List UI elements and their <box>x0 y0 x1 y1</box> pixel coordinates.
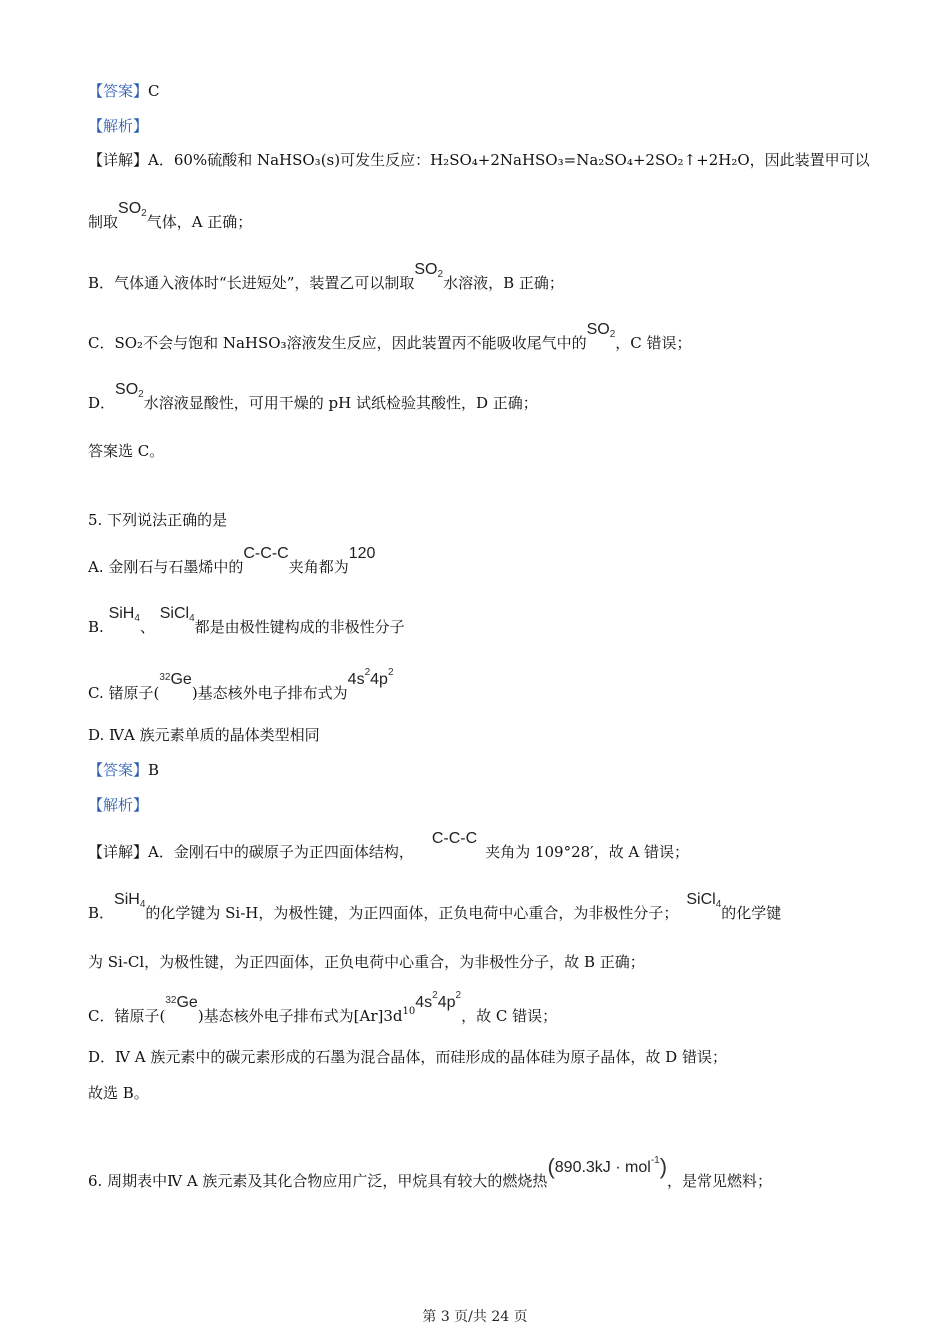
sicl4-formula <box>160 604 195 622</box>
text: ，C 错误； <box>615 334 692 352</box>
detail-tag: 【详解】 <box>88 151 149 169</box>
so2-formula <box>118 199 147 217</box>
formula-sub: 4 <box>189 613 195 624</box>
page-footer: 第 3 页/共 24 页 <box>422 1309 528 1325</box>
q4-detail-b <box>88 261 564 299</box>
q4-detail-c <box>88 321 692 359</box>
formula-text: SO <box>118 200 142 217</box>
mass-number: 32 <box>159 672 171 683</box>
q5-option-c <box>88 667 394 704</box>
formula-sup: 2 <box>364 667 371 678</box>
formula-text: 120 <box>348 545 376 562</box>
text: )基态核外电子排布式为 <box>191 684 348 702</box>
separator: 、 <box>139 618 155 636</box>
sicl4-formula <box>686 890 721 908</box>
formula-sup: -1 <box>650 1155 660 1166</box>
text: B． <box>88 904 115 922</box>
answer-value: B <box>148 761 160 779</box>
text: 6. 周期表中Ⅳ A 族元素及其化合物应用广泛，甲烷具有较大的燃烧热 <box>88 1172 548 1190</box>
q5-stem: 5. 下列说法正确的是 <box>88 511 228 529</box>
config-formula <box>347 667 394 688</box>
text: 的化学键为 Si-H，为极性键，为正四面体，正负电荷中心重合，为非极性分子； <box>145 904 679 922</box>
q5-conclusion: 故选 B。 <box>88 1084 149 1102</box>
detail-tag: 【详解】 <box>88 843 149 861</box>
formula-sub: 2 <box>141 208 147 219</box>
formula-text: 4p <box>370 671 388 688</box>
text: B. <box>88 618 104 636</box>
paren: ) <box>659 1154 668 1179</box>
config-formula <box>415 990 462 1011</box>
formula-text: SO <box>115 381 139 398</box>
formula-text: SO <box>414 261 438 278</box>
q4-detail-d <box>88 381 538 419</box>
q5-option-a <box>88 545 376 578</box>
ccc-formula <box>432 829 477 847</box>
text: B．气体通入液体时“长进短处”，装置乙可以制取 <box>88 274 415 292</box>
text: C．锗原子( <box>88 1007 166 1025</box>
answer-value: C <box>148 82 160 100</box>
ge-formula <box>165 993 197 1011</box>
text: A. 金刚石与石墨烯中的 <box>88 558 244 576</box>
q4-detail-a <box>88 150 870 170</box>
text: ，故 C 错误； <box>461 1007 558 1025</box>
q5-detail-b <box>88 891 782 929</box>
text: 气体，A 正确； <box>146 213 253 231</box>
paren: ( <box>547 1154 555 1179</box>
text: D． <box>88 394 116 412</box>
formula-text: C-C-C <box>243 545 289 562</box>
text: C. 锗原子( <box>88 684 160 702</box>
text: 制取 <box>88 213 119 231</box>
formula-sub: 4 <box>715 899 722 910</box>
q5-option-b <box>88 605 405 643</box>
formula-text: Ge <box>170 671 192 688</box>
q5-detail-c <box>88 990 558 1027</box>
text: 都是由极性键构成的非极性分子 <box>194 618 405 636</box>
formula-sub: 4 <box>134 613 140 624</box>
q5-detail-a <box>88 830 689 863</box>
formula-text: SO <box>586 321 610 338</box>
formula-sub: 2 <box>138 389 144 400</box>
q5-answer-line <box>88 760 159 780</box>
q4-answer-line <box>88 81 160 101</box>
text: 水溶液，B 正确； <box>443 274 564 292</box>
detail-a-text: A．60%硫酸和 NaHSO₃(s)可发生反应：H₂SO₄+2NaHSO₃=Na₂SO₄+2SO₂↑+2H₂O，因此装置甲可以 <box>148 151 870 169</box>
formula-text: 4p <box>437 994 456 1011</box>
formula-text: Ge <box>176 994 198 1011</box>
formula-text: SiH <box>108 605 135 622</box>
q5-detail-d: D．Ⅳ A 族元素中的碳元素形成的石墨为混合晶体，而硅形成的晶体硅为原子晶体，故 D 错误； <box>88 1048 727 1066</box>
ccc-formula <box>243 544 288 562</box>
formula-sup: 2 <box>432 990 438 1001</box>
text: C．SO₂不会与饱和 NaHSO₃溶液发生反应，因此装置丙不能吸收尾气中的 <box>88 334 587 352</box>
so2-formula <box>587 320 616 338</box>
q5-option-d: D. ⅣA 族元素单质的晶体类型相同 <box>88 726 320 744</box>
answer-tag: 【答案】 <box>88 761 149 779</box>
so2-formula <box>115 380 144 398</box>
formula-sup: 2 <box>455 990 462 1001</box>
formula-text: 4s <box>347 671 365 688</box>
q5-analysis-tag: 【解析】 <box>88 796 149 814</box>
q4-conclusion: 答案选 C。 <box>88 442 165 460</box>
sih4-formula <box>109 604 140 622</box>
mass-number: 32 <box>165 995 177 1006</box>
formula-text: SiCl <box>159 605 190 622</box>
q6-stem <box>88 1154 773 1192</box>
text: 的化学键 <box>721 904 782 922</box>
sih4-formula <box>114 890 145 908</box>
text: )基态核外电子排布式为[Ar]3d <box>197 1007 403 1025</box>
q4-analysis-tag: 【解析】 <box>88 117 149 135</box>
formula-text: 890.3kJ · mol <box>554 1159 651 1176</box>
ge-formula <box>159 670 191 688</box>
text: A．金刚石中的碳原子为正四面体结构， <box>148 843 414 861</box>
formula-sup: 2 <box>387 667 394 678</box>
formula-sub: 4 <box>139 899 146 910</box>
formula-sub: 2 <box>437 269 444 280</box>
q5-detail-b-cont: 为 Si-Cl，为极性键，为正四面体，正负电荷中心重合，为非极性分子，故 B 正确； <box>88 953 645 971</box>
formula-text: SiCl <box>686 891 716 908</box>
q4-detail-a-cont <box>88 200 253 238</box>
answer-tag: 【答案】 <box>88 82 149 100</box>
formula-text: 4s <box>415 994 433 1011</box>
text: ，是常见燃料； <box>667 1172 773 1190</box>
text: 夹角为 109°28′，故 A 错误； <box>485 843 689 861</box>
formula-sub: 2 <box>609 329 616 340</box>
formula-text: C-C-C <box>431 830 478 847</box>
formula-text: SiH <box>114 891 140 908</box>
text: 夹角都为 <box>288 558 349 576</box>
so2-formula <box>414 260 443 278</box>
combustion-heat <box>547 1154 668 1179</box>
superscript: 10 <box>402 1006 416 1017</box>
text: 水溶液显酸性，可用干燥的 pH 试纸检验其酸性，D 正确； <box>143 394 538 412</box>
angle-120 <box>349 544 376 562</box>
